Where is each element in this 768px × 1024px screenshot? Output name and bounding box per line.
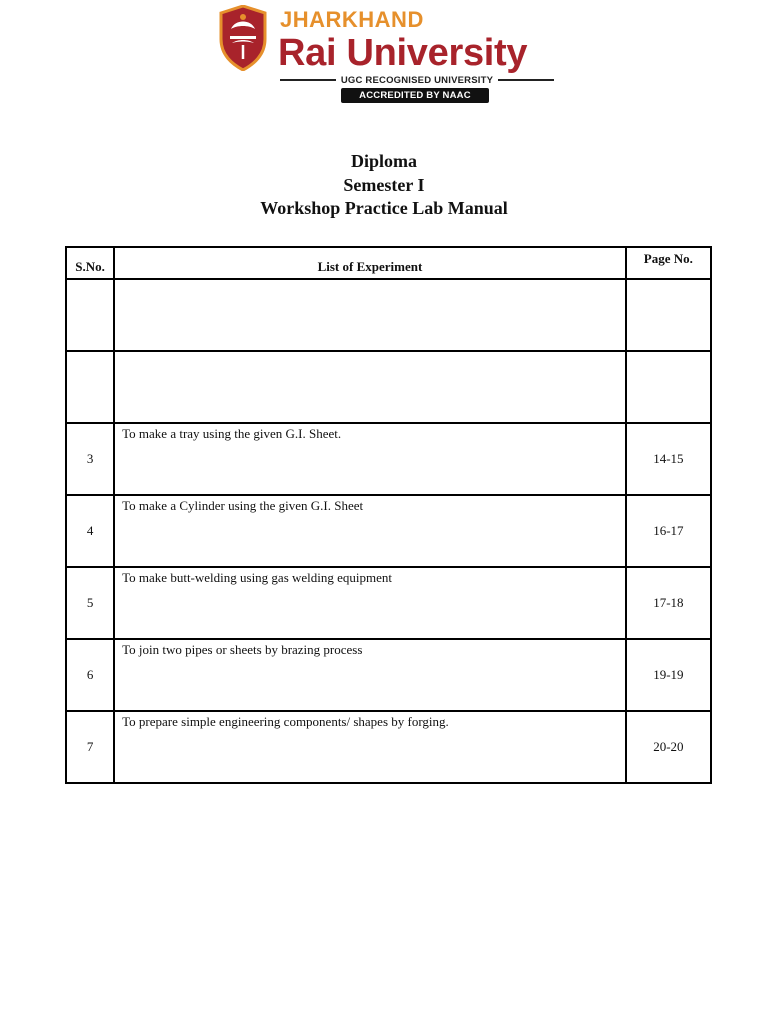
row-page: 17-18	[626, 567, 711, 639]
university-logo	[218, 5, 582, 103]
row-page: 16-17	[626, 495, 711, 567]
row-sno	[66, 351, 114, 423]
experiment-list-table	[65, 246, 712, 784]
table-row	[66, 639, 711, 711]
logo-naac-badge: ACCREDITED BY NAAC	[341, 88, 489, 103]
header-page-no: Page No.	[626, 247, 711, 279]
table-row	[66, 351, 711, 423]
row-sno: 4	[66, 495, 114, 567]
row-sno: 7	[66, 711, 114, 783]
row-page	[626, 279, 711, 351]
header-list-of-experiment: List of Experiment	[114, 247, 626, 279]
row-sno: 3	[66, 423, 114, 495]
logo-university-name: Rai University	[278, 32, 528, 74]
header-sno: S.No.	[66, 247, 114, 279]
row-experiment: To make butt-welding using gas welding equipment	[114, 567, 626, 639]
logo-state-text: JHARKHAND	[280, 7, 424, 32]
row-page: 20-20	[626, 711, 711, 783]
row-page: 19-19	[626, 639, 711, 711]
row-experiment: To join two pipes or sheets by brazing process	[114, 639, 626, 711]
logo-ugc-line	[280, 74, 554, 86]
table-header-row	[66, 247, 711, 279]
row-page	[626, 351, 711, 423]
document-headings	[0, 150, 768, 221]
table-row	[66, 567, 711, 639]
row-sno: 5	[66, 567, 114, 639]
logo-ugc-text: UGC RECOGNISED UNIVERSITY	[340, 74, 494, 86]
divider	[280, 79, 336, 81]
row-page: 14-15	[626, 423, 711, 495]
heading-program: Diploma	[350, 151, 417, 171]
divider	[498, 79, 554, 81]
row-experiment: To make a tray using the given G.I. Sheet.	[114, 423, 626, 495]
row-sno: 6	[66, 639, 114, 711]
heading-semester: Semester I	[343, 174, 425, 195]
heading-title: Workshop Practice Lab Manual	[260, 198, 508, 218]
row-experiment: To make a Cylinder using the given G.I. Sheet	[114, 495, 626, 567]
table-row	[66, 423, 711, 495]
university-crest-icon	[218, 5, 268, 71]
row-sno	[66, 279, 114, 351]
row-experiment	[114, 279, 626, 351]
row-experiment	[114, 351, 626, 423]
row-experiment: To prepare simple engineering components/ shapes by forging.	[114, 711, 626, 783]
table-row	[66, 711, 711, 783]
table-row	[66, 495, 711, 567]
table-row	[66, 279, 711, 351]
